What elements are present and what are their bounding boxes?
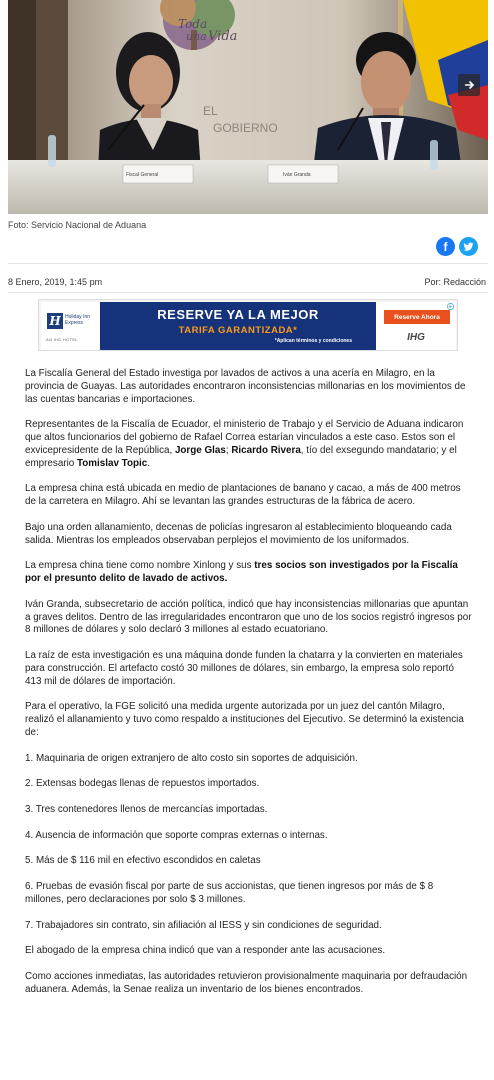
list-item: 4. Ausencia de información que soporte compras externas o internas.: [25, 829, 328, 841]
hero-wall-text-2: GOBIERNO: [213, 121, 278, 135]
hero-wall-text-1: EL: [203, 104, 218, 118]
divider-top: [8, 263, 488, 264]
paragraph-4: Bajo una orden allanamiento, decenas de policías ingresaron al establecimiento bloqueando cada salida. Mientras los empleados observaban perplejos el movimiento de los uniformados.: [25, 521, 452, 546]
list-item: 1. Maquinaria de origen extranjero de alto costo sin soportes de adquisición.: [25, 752, 358, 764]
article-body: [25, 368, 473, 1009]
twitter-share-button[interactable]: [459, 237, 478, 256]
paragraph-6: Iván Granda, subsecretario de acción política, indicó que hay inconsistencias millonarias que apuntan a graves delitos. Dentro de las irregularidades encontraron que uno de los socios registró ingresos por 8 millones de dólares y solo declaró 3 millones al estado ecuatoriano.: [25, 598, 472, 636]
ad-main-panel: [100, 302, 376, 350]
nameplate-right: Iván Granda: [283, 172, 311, 178]
ad-disclaimer: *Aplican términos y condiciones: [274, 338, 352, 344]
article-meta: [8, 277, 488, 287]
highlight-investigated: tres socios son investigados por la Fiscalía por el presunto delito de lavado de activos.: [25, 560, 458, 585]
facebook-share-button[interactable]: [436, 237, 455, 256]
paragraph-10: Como acciones inmediatas, las autoridades retuvieron provisionalmente maquinaria por defraudación aduanera. Además, la Senae realiza un inventario de los bienes encontrados.: [25, 970, 468, 995]
name-jorge-glas: Jorge Glas: [174, 444, 226, 456]
list-item: 7. Trabajadores sin contrato, sin afiliación al IESS y sin condiciones de seguridad.: [25, 919, 382, 931]
reserve-now-button[interactable]: Reserve Ahora: [384, 310, 450, 324]
hotel-logo: [41, 302, 99, 350]
hotel-subbrand: AN IHG HOTEL: [46, 337, 78, 342]
list-item: 2. Extensas bodegas llenas de repuestos importados.: [25, 778, 260, 790]
divider-bottom: [8, 292, 488, 293]
ad-banner[interactable]: [38, 299, 458, 351]
hero-photo: [8, 0, 488, 214]
paragraph-3: La empresa china está ubicada en medio de plantaciones de banano y cacao, a más de 400 metros de la carretera en Milagro. Ahí se levantan las grandes estructuras de la fábrica de acero.: [25, 483, 461, 508]
arrow-right-icon: [463, 79, 475, 91]
name-ricardo-rivera: Ricardo Rivera: [231, 444, 301, 456]
ad-headline: RESERVE YA LA MEJOR: [157, 307, 319, 322]
paragraph-1: La Fiscalía General del Estado investiga por lavados de activos a una acería en Milagro, en la provincia de Guayas. Las autoridades encontraron inconsistencias millonarias en los movimientos de las cuentas bancarias e importaciones.: [25, 368, 466, 405]
publish-date: 8 Enero, 2019, 1:45 pm: [8, 277, 103, 287]
twitter-icon: [463, 242, 474, 252]
hotel-name-line2: Express: [65, 320, 84, 326]
gallery-next-button[interactable]: [458, 74, 480, 96]
name-tomislav-topic: Tomislav Topic: [76, 457, 148, 469]
paragraph-2: Representantes de la Fiscalía de Ecuador, el ministerio de Trabajo y el Servicio de Aduana indicaron que altos funcionarios del gobierno de Rafael Correa estarían vinculados a este caso. Estos son el exvicepresidente de la República, Jorge Glas; Ricardo Rivera, tío del exsegundo mandatario; y el empresario Tomislav Topic.: [25, 419, 464, 469]
paragraph-5: La empresa china tiene como nombre Xinlong y sus tres socios son investigados por la Fiscalía por el presunto delito de lavado de activos.: [25, 560, 458, 585]
ad-subheadline: TARIFA GARANTIZADA*: [178, 325, 298, 336]
list-item: 3. Tres contenedores llenos de mercancías importadas.: [25, 804, 268, 816]
hotel-name-line1: Holiday Inn: [65, 314, 91, 320]
nameplate-left: Fiscal General: [126, 172, 159, 178]
adchoices-icon[interactable]: [447, 303, 454, 310]
paragraph-9: El abogado de la empresa china indicó que van a responder ante las acusaciones.: [25, 945, 386, 957]
hero-logo-text-1: Toda: [178, 17, 208, 31]
hero-logo-text-3: Vida: [208, 29, 238, 44]
holiday-inn-icon: H: [47, 313, 63, 329]
list-item: 5. Más de $ 116 mil en efectivo escondidos en caletas: [25, 855, 261, 867]
share-buttons: [436, 237, 478, 256]
author-byline: Por: Redacción: [424, 277, 486, 287]
ihg-logo: IHG: [407, 332, 425, 343]
ad-side-panel: [376, 302, 456, 350]
paragraph-8: Para el operativo, la FGE solicitó una medida urgente autorizada por un juez del cantón Milagro, realizó el allanamiento y tuvo como respaldo a instituciones del Ejecutivo. Se determinó la existencia de:: [25, 701, 464, 738]
paragraph-7: La raíz de esta investigación es una máquina donde funden la chatarra y la convierten en materiales para construcción. El artefacto costó 30 millones de dólares, sin embargo, la empresa solo reportó 413 mil de dólares de importación.: [25, 650, 463, 687]
press-conference-image: [8, 0, 488, 214]
hero-logo-text-2: una: [186, 30, 207, 43]
photo-caption: Foto: Servicio Nacional de Aduana: [8, 220, 147, 230]
facebook-icon: f: [443, 239, 448, 254]
list-item: 6. Pruebas de evasión fiscal por parte de sus accionistas, que tienen ingresos por más de $ 8 millones, pero declaraciones por solo $ 3 millones.: [25, 881, 434, 905]
